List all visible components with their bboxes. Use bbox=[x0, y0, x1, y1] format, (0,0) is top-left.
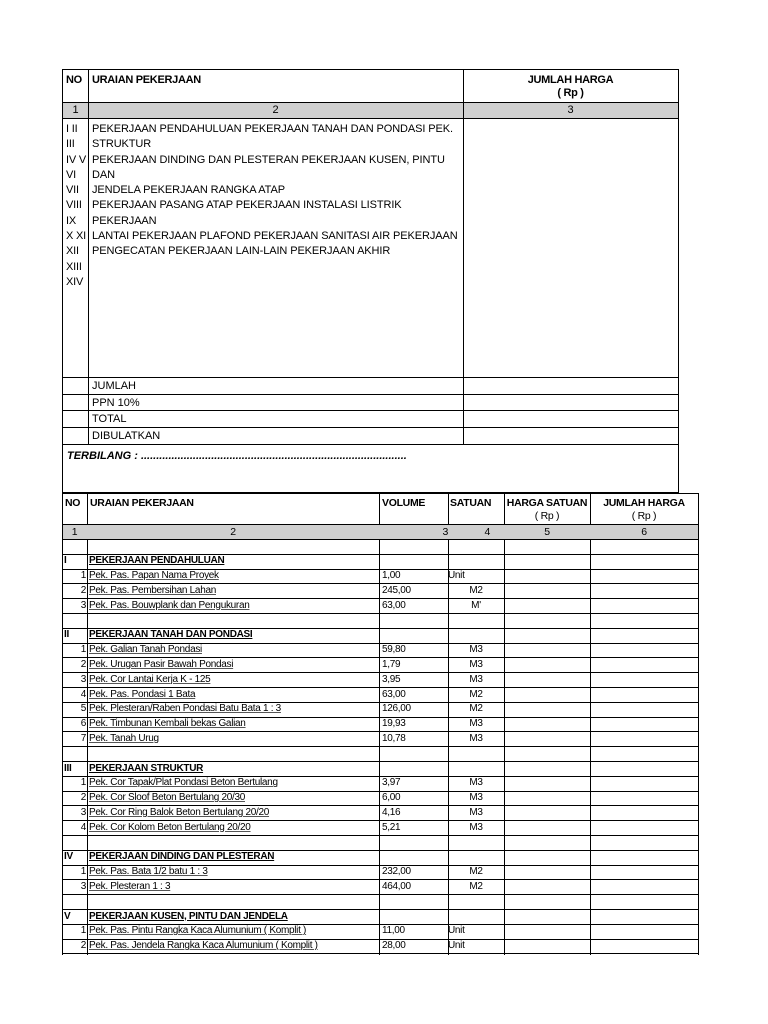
row-description: PEKERJAAN PENDAHULUAN bbox=[89, 555, 225, 567]
roman-numeral: VII bbox=[66, 184, 79, 197]
row-number: 7 bbox=[80, 732, 86, 744]
row-volume: 464,00 bbox=[382, 880, 411, 892]
row-satuan: M3 bbox=[469, 644, 483, 656]
summary-dibulatkan-label: DIBULATKAN bbox=[92, 430, 161, 442]
row-number: V bbox=[64, 910, 71, 922]
detail-row-rule bbox=[62, 702, 699, 703]
detail-colnum-4: 4 bbox=[484, 526, 490, 538]
row-description: Pek. Plesteran/Raben Pondasi Batu Bata 1 : 3 bbox=[89, 703, 281, 715]
detail-colnum-6: 6 bbox=[641, 526, 647, 538]
row-number: III bbox=[64, 762, 72, 774]
detail-row-rule bbox=[62, 717, 699, 718]
detail-row-rule bbox=[62, 850, 699, 851]
detail-row-rule bbox=[62, 687, 699, 688]
row-description: Pek. Pas. Pondasi 1 Bata bbox=[89, 688, 196, 700]
roman-numeral: IV V bbox=[66, 153, 86, 166]
description-line: PENGECATAN PEKERJAAN LAIN-LAIN PEKERJAAN AKHIR bbox=[92, 245, 391, 258]
detail-row-rule bbox=[62, 909, 699, 910]
row-satuan: Unit bbox=[448, 940, 465, 952]
row-description: Pek. Cor Lantai Kerja K - 125 bbox=[89, 673, 211, 685]
row-description: Pek. Pas. Jendela Rangka Kaca Alumunium ( Komplit ) bbox=[89, 940, 318, 952]
detail-row-rule bbox=[62, 953, 699, 954]
description-line: LANTAI PEKERJAAN PLAFOND PEKERJAAN SANITASI AIR PEKERJAAN bbox=[92, 230, 458, 243]
detail-row-rule bbox=[62, 805, 699, 806]
detail-row-rule bbox=[62, 761, 699, 762]
row-volume: 63,00 bbox=[382, 688, 406, 700]
row-number: 3 bbox=[80, 673, 86, 685]
row-description: Pek. Pas. Bata 1/2 batu 1 : 3 bbox=[89, 866, 208, 878]
row-satuan: M2 bbox=[469, 703, 483, 715]
row-satuan: M3 bbox=[469, 718, 483, 730]
detail-row-rule bbox=[62, 791, 699, 792]
summary-header-jumlah-unit: ( Rp ) bbox=[557, 87, 584, 99]
detail-row-rule bbox=[62, 613, 699, 614]
row-volume: 232,00 bbox=[382, 866, 411, 878]
detail-header-jumlah-harga: JUMLAH HARGA bbox=[603, 497, 685, 509]
row-number: I bbox=[64, 555, 67, 567]
summary-rule bbox=[63, 377, 678, 378]
row-number: IV bbox=[64, 851, 73, 863]
row-description: PEKERJAAN TANAH DAN PONDASI bbox=[89, 629, 253, 641]
summary-header-no: NO bbox=[66, 74, 82, 86]
description-line: PEKERJAAN PASANG ATAP PEKERJAAN INSTALASI LISTRIK PEKERJAAN bbox=[92, 199, 402, 227]
terbilang-line: TERBILANG : ....................................................................................... bbox=[67, 450, 407, 462]
detail-table bbox=[62, 493, 699, 955]
detail-row-rule bbox=[62, 865, 699, 866]
row-number: 3 bbox=[80, 806, 86, 818]
detail-row-rule bbox=[62, 879, 699, 880]
summary-total-label: TOTAL bbox=[92, 413, 127, 425]
detail-row-rule bbox=[62, 628, 699, 629]
summary-table bbox=[62, 69, 679, 493]
description-line: PEKERJAAN PENDAHULUAN PEKERJAAN TANAH DAN PONDASI PEK. bbox=[92, 123, 453, 135]
row-satuan: M3 bbox=[469, 673, 483, 685]
row-number: 1 bbox=[80, 644, 86, 656]
row-number: 1 bbox=[80, 866, 86, 878]
row-satuan: M3 bbox=[469, 792, 483, 804]
summary-col-divider bbox=[88, 70, 89, 444]
summary-col-divider bbox=[463, 70, 464, 444]
row-volume: 59,80 bbox=[382, 644, 406, 656]
description-line: JENDELA PEKERJAAN RANGKA ATAP bbox=[92, 184, 285, 197]
row-description: PEKERJAAN KUSEN, PINTU DAN JENDELA bbox=[89, 910, 288, 922]
summary-header-uraian: URAIAN PEKERJAAN bbox=[92, 74, 201, 86]
row-volume: 1,00 bbox=[382, 570, 401, 582]
row-description: Pek. Cor Kolom Beton Bertulang 20/20 bbox=[89, 821, 251, 833]
row-satuan: M3 bbox=[469, 732, 483, 744]
summary-rule bbox=[63, 102, 678, 103]
roman-numeral: VIII bbox=[66, 199, 82, 212]
description-line: STRUKTUR bbox=[92, 138, 152, 151]
summary-roman-list bbox=[66, 122, 86, 290]
row-description: Pek. Pas. Pembersihan Lahan bbox=[89, 584, 216, 596]
row-description: Pek. Pas. Pintu Rangka Kaca Alumunium ( Komplit ) bbox=[89, 925, 307, 937]
row-number: 2 bbox=[80, 658, 86, 670]
summary-colnum-1: 1 bbox=[72, 104, 79, 116]
detail-row-rule bbox=[62, 657, 699, 658]
row-satuan: M3 bbox=[469, 658, 483, 670]
row-description: Pek. Plesteran 1 : 3 bbox=[89, 880, 171, 892]
roman-numeral: XIV bbox=[66, 275, 84, 288]
row-volume: 6,00 bbox=[382, 792, 401, 804]
row-satuan: M3 bbox=[469, 806, 483, 818]
row-satuan: M2 bbox=[469, 584, 483, 596]
row-volume: 126,00 bbox=[382, 703, 411, 715]
detail-colnum-2: 2 bbox=[230, 526, 236, 538]
detail-row-rule bbox=[62, 583, 699, 584]
row-description: Pek. Pas. Bouwplank dan Pengukuran bbox=[89, 599, 250, 611]
row-satuan: M3 bbox=[469, 821, 483, 833]
row-satuan: M' bbox=[471, 599, 481, 611]
detail-row-rule bbox=[62, 820, 699, 821]
detail-row-rule bbox=[62, 672, 699, 673]
row-description: Pek. Tanah Urug bbox=[89, 732, 159, 744]
row-description: Pek. Galian Tanah Pondasi bbox=[89, 644, 202, 656]
row-volume: 63,00 bbox=[382, 599, 406, 611]
detail-row-rule bbox=[62, 776, 699, 777]
detail-row-rule bbox=[62, 924, 699, 925]
row-satuan: M2 bbox=[469, 866, 483, 878]
detail-row-rule bbox=[62, 894, 699, 895]
detail-colnum-1: 1 bbox=[71, 526, 78, 538]
row-volume: 245,00 bbox=[382, 584, 411, 596]
row-volume: 10,78 bbox=[382, 732, 406, 744]
row-number: II bbox=[64, 629, 69, 641]
row-volume: 5,21 bbox=[382, 821, 401, 833]
detail-colnum-5: 5 bbox=[544, 526, 550, 538]
summary-rule bbox=[63, 394, 678, 395]
row-satuan: M2 bbox=[469, 688, 483, 700]
row-volume: 28,00 bbox=[382, 940, 406, 952]
row-volume: 3,95 bbox=[382, 673, 401, 685]
summary-rule bbox=[63, 427, 678, 428]
detail-row-rule bbox=[62, 835, 699, 836]
row-number: 4 bbox=[80, 688, 86, 700]
summary-colnum-2: 2 bbox=[272, 104, 279, 116]
detail-header-no: NO bbox=[65, 497, 81, 509]
row-satuan: Unit bbox=[448, 570, 465, 582]
row-satuan: Unit bbox=[448, 925, 465, 937]
row-volume: 3,97 bbox=[382, 777, 401, 789]
summary-rule bbox=[63, 410, 678, 411]
detail-row-rule bbox=[62, 746, 699, 747]
row-description: Pek. Timbunan Kembali bekas Galian bbox=[89, 718, 246, 730]
detail-header-harga-satuan: HARGA SATUAN bbox=[506, 497, 588, 509]
summary-colnum-3: 3 bbox=[567, 104, 574, 116]
roman-numeral: XII bbox=[66, 245, 79, 258]
detail-row-rule bbox=[62, 643, 699, 644]
detail-row-rule bbox=[62, 598, 699, 599]
row-number: 2 bbox=[80, 584, 86, 596]
detail-row-rule bbox=[62, 569, 699, 570]
detail-header-uraian: URAIAN PEKERJAAN bbox=[90, 497, 194, 509]
row-volume: 4,16 bbox=[382, 806, 401, 818]
row-number: 1 bbox=[80, 570, 86, 582]
summary-rule bbox=[63, 118, 678, 119]
detail-header-jumlah-harga-unit: ( Rp ) bbox=[631, 510, 657, 522]
summary-rule bbox=[63, 444, 678, 445]
row-description: Pek. Cor Ring Balok Beton Bertulang 20/20 bbox=[89, 806, 270, 818]
detail-row-rule bbox=[62, 939, 699, 940]
row-volume: 11,00 bbox=[382, 925, 405, 937]
row-description: PEKERJAAN DINDING DAN PLESTERAN bbox=[89, 851, 275, 863]
roman-numeral: X XI bbox=[66, 230, 86, 243]
detail-header-satuan: SATUAN bbox=[450, 497, 492, 509]
row-description: Pek. Cor Tapak/Plat Pondasi Beton Bertulang bbox=[89, 777, 278, 789]
detail-header-harga-satuan-unit: ( Rp ) bbox=[534, 510, 560, 522]
row-number: 2 bbox=[80, 792, 86, 804]
detail-rule bbox=[62, 493, 699, 494]
roman-numeral: IX bbox=[66, 214, 76, 227]
row-description: PEKERJAAN STRUKTUR bbox=[89, 762, 204, 774]
summary-description bbox=[92, 122, 460, 260]
row-number: 3 bbox=[80, 880, 86, 892]
row-number: 5 bbox=[80, 703, 86, 715]
summary-ppn-label: PPN 10% bbox=[92, 397, 140, 409]
roman-numeral: III bbox=[66, 138, 75, 151]
row-satuan: M2 bbox=[469, 880, 483, 892]
roman-numeral: XIII bbox=[66, 260, 82, 273]
row-number: 1 bbox=[80, 777, 86, 789]
row-description: Pek. Cor Sloof Beton Bertulang 20/30 bbox=[89, 792, 245, 804]
summary-header-jumlah: JUMLAH HARGA bbox=[527, 74, 614, 86]
row-number: 1 bbox=[80, 925, 86, 937]
row-number: 3 bbox=[80, 599, 86, 611]
row-number: 2 bbox=[80, 940, 86, 952]
row-volume: 19,93 bbox=[382, 718, 406, 730]
row-description: Pek. Pas. Papan Nama Proyek bbox=[89, 570, 219, 582]
row-number: 6 bbox=[80, 718, 86, 730]
row-volume: 1,79 bbox=[382, 658, 401, 670]
description-line: PEKERJAAN DINDING DAN PLESTERAN PEKERJAAN KUSEN, PINTU DAN bbox=[92, 153, 445, 181]
roman-numeral: VI bbox=[66, 168, 76, 181]
roman-numeral: I II bbox=[66, 123, 78, 135]
detail-row-rule bbox=[62, 731, 699, 732]
detail-row-rule bbox=[62, 554, 699, 555]
row-number: 4 bbox=[80, 821, 86, 833]
detail-colnum-3: 3 bbox=[442, 526, 448, 538]
row-satuan: M3 bbox=[469, 777, 483, 789]
detail-header-volume: VOLUME bbox=[382, 497, 426, 509]
row-description: Pek. Urugan Pasir Bawah Pondasi bbox=[89, 658, 234, 670]
summary-jumlah-label: JUMLAH bbox=[92, 380, 137, 392]
